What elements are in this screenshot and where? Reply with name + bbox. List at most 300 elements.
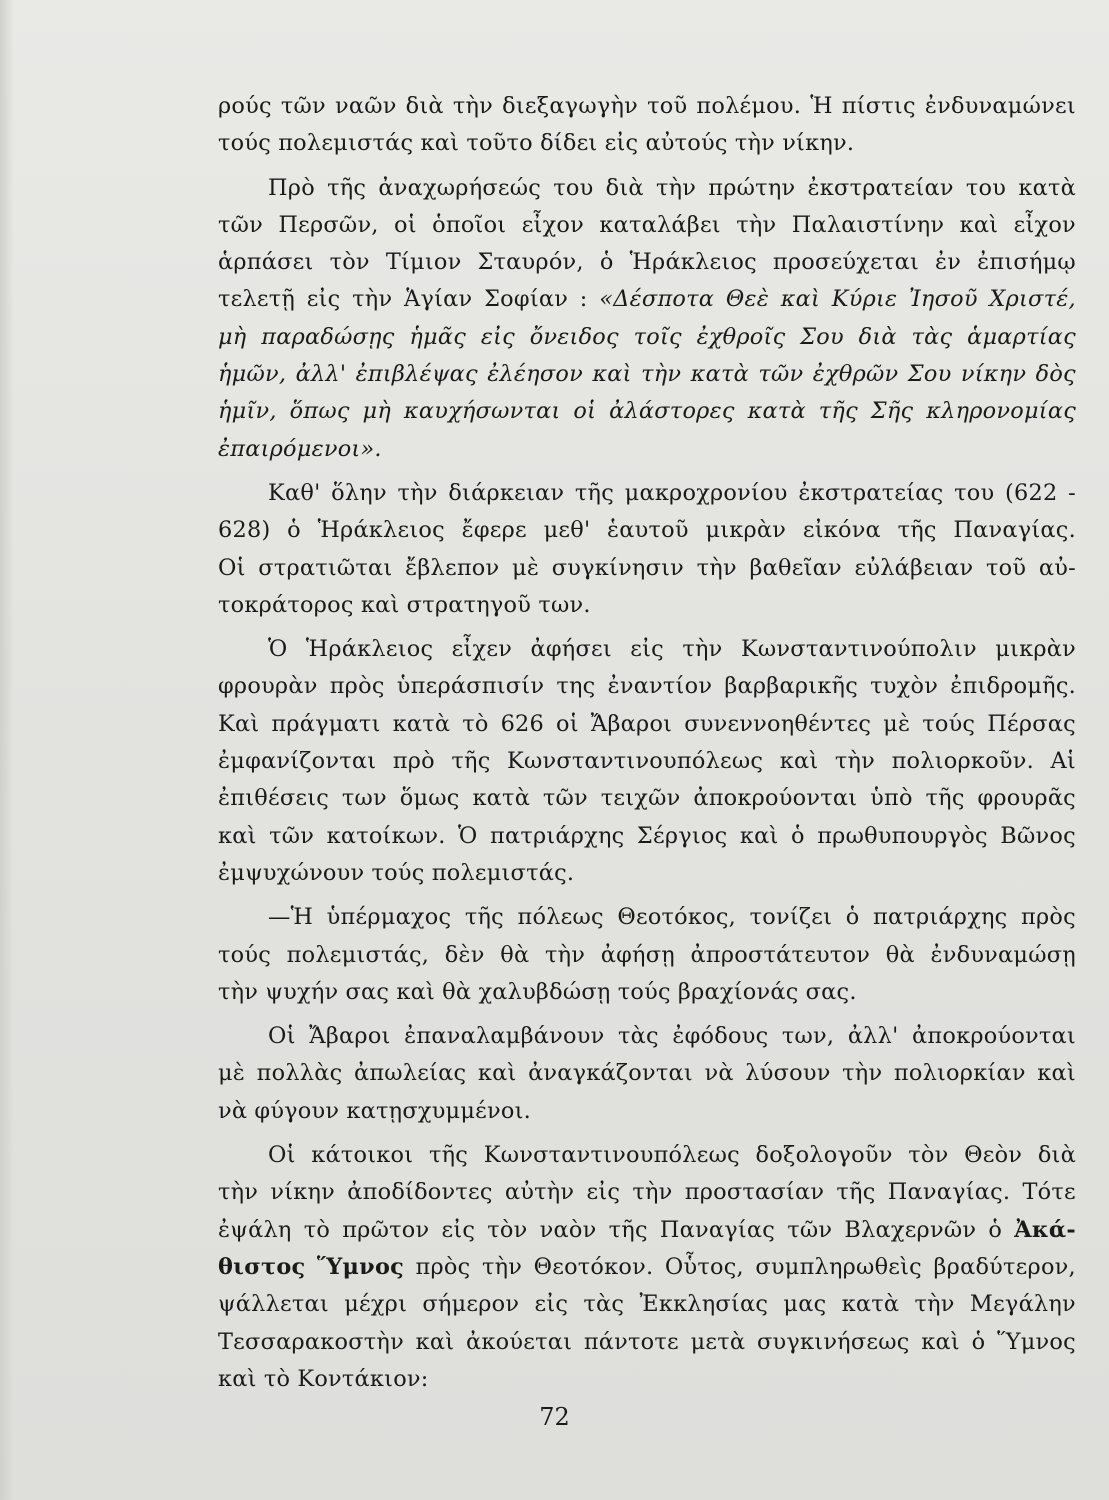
word: ὄνειδος [529, 323, 619, 350]
word: τὴν [218, 1179, 259, 1206]
word: πρὸς [329, 673, 385, 700]
word: εὐλάβειαν [854, 554, 974, 581]
word: τούς [922, 710, 976, 737]
word: μετὰ [690, 1328, 746, 1355]
word: πρὸ [392, 748, 435, 775]
text-line [218, 631, 1076, 668]
word: τούς [218, 941, 272, 968]
word: θὰ [885, 941, 915, 968]
word: δὲν [444, 941, 485, 968]
word: τὴν [734, 130, 776, 157]
word: καὶ [360, 591, 400, 618]
word: καὶ [1037, 1060, 1076, 1087]
word: πρωθυπουργὸς [817, 822, 988, 849]
word: ἐμφανίζονται [218, 748, 377, 775]
word: χαλυβδώσῃ [478, 978, 611, 1005]
word: τῆς [836, 1179, 876, 1206]
text-line [218, 974, 1076, 1011]
word: Ἡράκλειος [305, 636, 434, 663]
word: νίκην [960, 361, 1027, 388]
text-line [218, 550, 1076, 587]
word: δοξολογοῦν [755, 1142, 893, 1169]
word: ἐπαιρόμενοι». [218, 435, 382, 462]
word: καὶ [477, 1060, 517, 1087]
text-line [218, 1018, 1076, 1055]
word: ἀκούεται [466, 1328, 573, 1355]
word: διὰ [405, 93, 444, 119]
word: Χριστέ, [989, 286, 1076, 313]
word: Βῶνος [1000, 822, 1076, 849]
word: καταλάβει [599, 211, 721, 238]
word: Πέρσας [987, 710, 1076, 737]
word: τὸ [462, 710, 489, 737]
word: πρώτην [708, 174, 796, 201]
word: - [1068, 479, 1076, 506]
word: τὴν [397, 479, 438, 506]
word: νίκην [270, 1179, 336, 1206]
word: του [553, 174, 594, 201]
text-line [218, 356, 1076, 393]
word: συνεννοηθέντες [684, 710, 872, 737]
word: μὲ [512, 554, 540, 581]
word: ψυχήν [265, 978, 339, 1005]
word: βραδύτερον, [933, 1253, 1076, 1280]
word: ἑαυτοῦ [607, 517, 689, 544]
word: καὶ [415, 1328, 455, 1355]
word: εἰς [480, 323, 515, 350]
text-line [218, 587, 1076, 624]
word: σας. [805, 978, 857, 1005]
word: θὰ [442, 978, 472, 1005]
word: τὴν [218, 978, 259, 1005]
word: τῆς [574, 479, 614, 506]
text-line [218, 1324, 1076, 1361]
word: τούς [617, 978, 671, 1005]
word: εἰς [534, 1291, 569, 1318]
text-line [218, 1212, 1076, 1249]
word: ὑπέρμαχος [326, 904, 452, 931]
word: τῶν [787, 1216, 833, 1243]
word: των [341, 785, 387, 812]
word: ἁρπάσει [218, 249, 314, 276]
word: καὶ [739, 822, 779, 849]
word: τῆς [464, 904, 504, 931]
word: μικρὰν [995, 636, 1076, 663]
word: οἱ [394, 211, 417, 238]
word: τὸ [263, 1365, 291, 1392]
word: ἐπιθέσεις [218, 785, 330, 812]
text-line [218, 1174, 1076, 1211]
word: ὁποῖοι [432, 211, 507, 238]
word: δίδει [540, 130, 598, 157]
word: τοῖς [633, 323, 682, 350]
text-line [218, 855, 1076, 892]
word: κατὰ [841, 1291, 900, 1318]
text-line [218, 393, 1076, 430]
word: τῆς [818, 398, 858, 425]
word: τελετῇ [218, 286, 296, 313]
word: καὶ [780, 286, 821, 313]
word: Ἄβαροι [590, 710, 673, 737]
word: τὴν [736, 211, 777, 238]
word: πάντοτε [583, 1328, 679, 1355]
word: συγκίνησιν [551, 554, 685, 581]
word: τυχὸν [870, 673, 939, 700]
text-line [218, 668, 1076, 705]
word: Κωνσταντινουπόλεως [483, 1142, 740, 1169]
word: τῆς [428, 1142, 469, 1169]
word: κατὰ [392, 710, 451, 737]
word: 628) [218, 517, 271, 544]
word: τὴν [481, 1253, 523, 1280]
word: τῆς [451, 748, 491, 775]
word: τοῦ [986, 554, 1027, 581]
word: ἐπιδρομῆς. [950, 673, 1076, 700]
text-line [218, 1055, 1076, 1092]
word: τῶν [269, 822, 315, 849]
text-line [218, 475, 1076, 512]
word: καυχήσωνται [403, 398, 561, 425]
word: πολέμου. [696, 93, 802, 119]
word: Παλαιστίνην [791, 211, 945, 238]
word: τὸ [303, 1216, 331, 1243]
word: ὅλην [331, 479, 387, 506]
word: ρούς [218, 93, 272, 119]
text-line [218, 88, 1076, 125]
word: ὑπεράσπισίν [396, 673, 545, 700]
word: Ἀκά- [1014, 1216, 1076, 1243]
word: του [954, 479, 995, 506]
text-line [218, 512, 1076, 549]
word: καὶ [592, 361, 632, 388]
word: ἐχθρῶν [812, 361, 899, 388]
word: ἐκστρατείαν [807, 174, 954, 201]
page-number: 72 [539, 1403, 570, 1431]
word: βαρβαρικῆς [724, 673, 859, 700]
word: Τότε [1022, 1179, 1076, 1206]
word: (622 [1005, 479, 1058, 506]
word: καὶ [959, 211, 999, 238]
word: ἡμῶν, [218, 361, 287, 388]
word: κατῃσχυμμένοι. [346, 1097, 531, 1124]
word: συμπληρωθεὶς [755, 1253, 922, 1280]
paragraph-gap [218, 892, 1076, 899]
word: τὰς [583, 1291, 625, 1318]
word: Τίμιον [385, 249, 462, 276]
word: ἔβλεπον [405, 554, 500, 581]
word: τοῦτο [466, 130, 533, 157]
word: εἰς [604, 130, 639, 157]
word: ψάλλεται [218, 1291, 329, 1318]
word: Κύριε [831, 286, 898, 313]
word: τὸν [487, 1216, 528, 1243]
word: ἀποκρούονται [912, 1023, 1076, 1050]
text-line [218, 937, 1076, 974]
word: ἀναγκάζονται [528, 1060, 693, 1087]
paragraph-gap [218, 624, 1076, 631]
word: πολλὰς [256, 1060, 343, 1087]
word: πολιορκίαν [893, 1060, 1026, 1087]
word: νὰ [218, 1097, 248, 1124]
word: Σου [907, 361, 952, 388]
word: εἰς [306, 286, 341, 313]
word: ἐλέησον [487, 361, 583, 388]
word: διεξαγωγὴν [502, 93, 638, 119]
word: ὁ [599, 249, 614, 276]
word: ναὸν [539, 1216, 597, 1243]
word: πολεμιστάς, [286, 941, 430, 968]
text-line [218, 899, 1076, 936]
word: Μεγάλην [969, 1291, 1076, 1318]
word: διάρκειαν [448, 479, 565, 506]
word: τῆς [925, 785, 965, 812]
word: 626 [500, 710, 545, 737]
word: νὰ [704, 1060, 734, 1087]
word: τούς [371, 859, 425, 886]
word: Ἁγίαν [404, 286, 473, 313]
word: καὶ [396, 978, 436, 1005]
word: πόλεως [517, 904, 604, 931]
word: βαθεῖαν [749, 554, 842, 581]
text-line [218, 207, 1076, 244]
word: πολεμιστάς [278, 130, 414, 157]
word: Παναγίας. [953, 517, 1076, 544]
word: φύγουν [254, 1097, 340, 1124]
word: Σου [800, 323, 844, 350]
word: ὁ [791, 822, 805, 849]
paragraph-gap [218, 163, 1076, 170]
word: ὁ [988, 1216, 1003, 1243]
word: τὴν [914, 1291, 955, 1318]
word: καὶ [218, 1365, 257, 1392]
word: τὴν [834, 748, 876, 775]
word: κατὰ [472, 785, 531, 812]
text-line [218, 319, 1076, 356]
word: Ὁ [458, 822, 478, 849]
word: τὰς [911, 323, 953, 350]
word: πίστις [841, 93, 916, 119]
word: κατὰ [1018, 174, 1076, 201]
word: θιστος [218, 1253, 306, 1280]
word: πράγματι [271, 710, 381, 737]
word: ἐνδυναμώσῃ [930, 941, 1076, 968]
word: τῆς [897, 517, 937, 544]
word: καὶ [779, 748, 819, 775]
word: τονίζει [749, 904, 833, 931]
word: τὴν [641, 361, 682, 388]
word: ἐν [935, 249, 962, 276]
word: τὴν [696, 554, 737, 581]
word: Ἡ [810, 93, 833, 119]
word: μας [783, 1291, 827, 1318]
word: ἐκστρατείας [798, 479, 944, 506]
word: μικρὰν [705, 517, 787, 544]
word: τὴν [452, 93, 494, 119]
word: ὁ [287, 517, 301, 544]
paragraph-gap [218, 468, 1076, 475]
word: πρῶτον [342, 1216, 430, 1243]
word: ἀφήσῃ [600, 941, 675, 968]
word: θὰ [500, 941, 530, 968]
word: ἀναχωρήσεώς [378, 174, 542, 201]
word: : [579, 286, 588, 313]
word: τὴν [682, 636, 723, 663]
word: τῶν [758, 361, 804, 388]
word: κατὰ [747, 398, 806, 425]
word: συγκινήσεως [757, 1328, 910, 1355]
text-line [218, 1093, 1076, 1130]
word: ἀλλ' [295, 361, 347, 388]
word: τὴν [544, 941, 586, 968]
word: ὅμως [399, 785, 460, 812]
word: κάτοικοι [311, 1142, 414, 1169]
word: των. [538, 591, 591, 618]
text-line [218, 1361, 1076, 1398]
word: καὶ [420, 130, 460, 157]
word: στρατηγοῦ [406, 591, 532, 618]
word: Ὕμνος [316, 1253, 405, 1280]
text-line [218, 125, 1076, 162]
word: μὲ [883, 710, 911, 737]
word: ἐνδυναμώνει [924, 93, 1076, 119]
word: του [965, 174, 1007, 201]
word: πρὸς [1021, 904, 1076, 931]
word: τῆς [608, 1216, 648, 1243]
text-line [218, 780, 1076, 817]
word: Κωνσταντινούπολιν [740, 636, 977, 663]
word: —Ἡ [268, 904, 314, 931]
word: Πρὸ [268, 174, 315, 201]
word: μὴ [218, 323, 247, 350]
word: διὰ [605, 174, 644, 201]
word: Παναγίας [659, 1216, 776, 1243]
word: τῶν [542, 785, 588, 812]
word: μὲ [218, 1060, 246, 1087]
text-line [218, 244, 1076, 281]
word: λύσουν [745, 1060, 831, 1087]
word: Κωνσταντινουπόλεως [507, 748, 764, 775]
word: τὸν [329, 249, 370, 276]
word: ἀπροστάτευτον [690, 941, 871, 968]
word: πρὸς [415, 1253, 471, 1280]
word: παραδώσῃς [261, 323, 395, 350]
word: καὶ [218, 822, 257, 849]
word: ἀλάστορες [609, 398, 735, 425]
word: ἐχθροῖς [696, 323, 786, 350]
word: καὶ [921, 1328, 960, 1355]
word: ὅπως [289, 398, 350, 425]
text-line [218, 431, 1076, 468]
word: Οἱ [268, 1023, 296, 1050]
word: τῶν [218, 211, 264, 238]
word: ἐναντίον [607, 673, 713, 700]
word: ὁ [845, 904, 860, 931]
word: εἶχεν [451, 636, 513, 663]
word: Ἄβαροι [309, 1023, 391, 1050]
word: Περσῶν, [278, 211, 379, 238]
word: Ὁ [268, 636, 288, 663]
word: ἀπωλείας [353, 1060, 467, 1087]
word: ἐπαναλαμβάνουν [404, 1023, 605, 1050]
word: Θεὲ [725, 286, 769, 313]
word: νίκην. [782, 130, 855, 157]
word: τὴν [655, 174, 697, 201]
word: Σοφίαν [484, 286, 569, 313]
word: τὰς [617, 1023, 659, 1050]
word: ἀποκρούονται [693, 785, 858, 812]
word: ἐφόδους [672, 1023, 769, 1050]
word: ἐπιβλέψας [355, 361, 478, 388]
word: Οὗτος, [664, 1253, 744, 1280]
text-line [218, 1249, 1076, 1286]
body-text [218, 88, 1076, 1398]
word: ἐμψυχώνουν [218, 859, 365, 886]
word: σας [345, 978, 390, 1005]
word: σήμερον [422, 1291, 520, 1318]
word: Θεοτόκος, [617, 904, 737, 931]
word: ἐψάλη [218, 1216, 292, 1243]
word: μεθ' [543, 517, 591, 544]
word: ἀλλ' [847, 1023, 899, 1050]
word: πολεμιστάς. [431, 859, 575, 886]
word: προστασίαν [684, 1179, 825, 1206]
word: Καθ' [268, 479, 321, 506]
word: Ἡράκλειος [317, 517, 445, 544]
word: ἡμῖν, [218, 398, 277, 425]
word: Οἱ [268, 1142, 296, 1169]
word: Ἐκκλησίας [639, 1291, 769, 1318]
word: ἐπισήμῳ [977, 249, 1076, 276]
word: ἀποδίδοντες [347, 1179, 493, 1206]
word: διὰ [1037, 1142, 1076, 1169]
text-line [218, 743, 1076, 780]
word: Θεοτόκον. [533, 1253, 654, 1280]
word: Αἱ [1050, 748, 1076, 775]
text-line [218, 1286, 1076, 1323]
word: τῶν [280, 93, 326, 119]
word: των, [781, 1023, 835, 1050]
word: τοῦ [647, 93, 688, 119]
word: μὴ [362, 398, 392, 425]
word: πατριάρχης [489, 822, 625, 849]
word: Ἡράκλειος [629, 249, 757, 276]
word: φρουρὰν [218, 673, 318, 700]
word: Τεσσαρακοστὴν [218, 1328, 404, 1355]
word: κληρονομίας [926, 398, 1076, 425]
paragraph-gap [218, 1130, 1076, 1137]
word: Βλαχερνῶν [844, 1216, 977, 1243]
word: τὴν [842, 1060, 883, 1087]
text-line [218, 818, 1076, 855]
word: τὸν [908, 1142, 949, 1169]
word: οἱ [573, 398, 597, 425]
word: αὐτούς [645, 130, 728, 157]
word: βραχίονάς [677, 978, 799, 1005]
word: τὴν [352, 286, 393, 313]
word: διὰ [858, 323, 897, 350]
word: ἀφήσει [530, 636, 612, 663]
word: εἰκόνα [802, 517, 881, 544]
word: προσεύχεται [772, 249, 919, 276]
text-line [218, 281, 1076, 318]
word: ὑπὸ [870, 785, 913, 812]
word: πολιορκοῦν. [891, 748, 1034, 775]
word: κατὰ [690, 361, 749, 388]
word: στρατιῶται [258, 554, 393, 581]
word: εἰς [586, 1179, 621, 1206]
word: φρουρᾶς [977, 785, 1076, 812]
word: εἶχον [521, 211, 584, 238]
